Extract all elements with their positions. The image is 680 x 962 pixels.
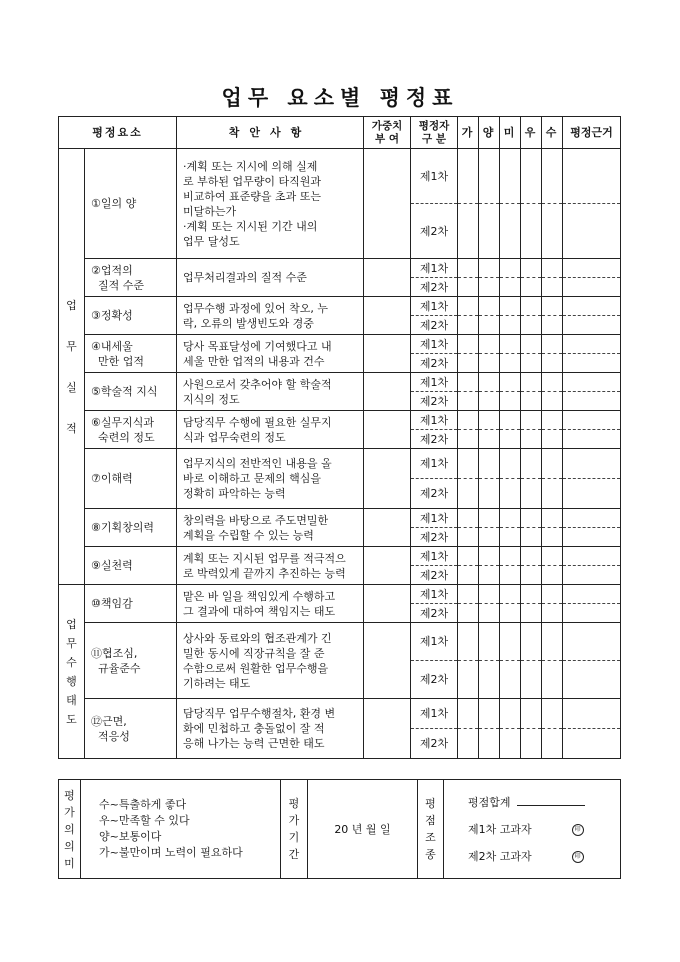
item-row <box>59 699 621 729</box>
grade-cell[interactable] <box>458 509 479 528</box>
grade-cell[interactable] <box>479 449 500 479</box>
basis-cell[interactable] <box>563 479 621 509</box>
grade-cell[interactable] <box>458 479 479 509</box>
grade-cell[interactable] <box>542 430 563 449</box>
element-name: ⑥실무지식과 숙련의 정도 <box>85 411 177 449</box>
grade-cell[interactable] <box>542 316 563 335</box>
legend-item: 우~만족할 수 있다 <box>99 814 190 827</box>
item-row <box>59 297 621 316</box>
round-second-label: 제2차 <box>411 604 458 623</box>
grade-cell[interactable] <box>542 547 563 566</box>
basis-cell[interactable] <box>563 354 621 373</box>
grade-cell[interactable] <box>458 699 479 729</box>
group-label-performance: 업 무 실 적 <box>59 149 85 585</box>
element-name: ⑪협조심, 규율준수 <box>85 623 177 699</box>
round-second-label: 제2차 <box>411 204 458 259</box>
grade-cell[interactable] <box>521 297 542 316</box>
grade-cell[interactable] <box>542 585 563 604</box>
grade-cell[interactable] <box>521 392 542 411</box>
grade-cell[interactable] <box>479 699 500 729</box>
weight-cell[interactable] <box>364 335 411 373</box>
grade-cell[interactable] <box>500 528 521 547</box>
evaluation-table <box>58 116 621 759</box>
grade-cell[interactable] <box>500 335 521 354</box>
grade-cell[interactable] <box>521 149 542 204</box>
grade-cell[interactable] <box>542 259 563 278</box>
header-grade-mi: 미 <box>500 117 521 149</box>
grade-cell[interactable] <box>542 566 563 585</box>
item-row <box>59 259 621 278</box>
basis-cell[interactable] <box>563 528 621 547</box>
basis-cell[interactable] <box>563 316 621 335</box>
grade-cell[interactable] <box>500 259 521 278</box>
weight-cell[interactable] <box>364 411 411 449</box>
basis-cell[interactable] <box>563 411 621 430</box>
grade-cell[interactable] <box>521 729 542 759</box>
grade-cell[interactable] <box>542 479 563 509</box>
round-second-label: 제2차 <box>411 661 458 699</box>
grade-cell[interactable] <box>479 373 500 392</box>
element-description: 담당직무 업무수행절차, 환경 변 화에 민첩하고 충돌없이 잘 적 응해 나가는 능력 근면한 태도 <box>177 699 364 759</box>
grade-cell[interactable] <box>521 479 542 509</box>
grade-cell[interactable] <box>521 604 542 623</box>
basis-cell[interactable] <box>563 392 621 411</box>
grade-cell[interactable] <box>458 528 479 547</box>
weight-cell[interactable] <box>364 585 411 623</box>
round-first-label: 제1차 <box>411 297 458 316</box>
grade-cell[interactable] <box>458 278 479 297</box>
basis-cell[interactable] <box>563 585 621 604</box>
header-grade-u: 우 <box>521 117 542 149</box>
element-description: 상사와 동료와의 협조관계가 긴 밀한 동시에 직장규칙을 잘 준 수함으로써 원활한 업무수행을 기하려는 태도 <box>177 623 364 699</box>
grade-cell[interactable] <box>458 449 479 479</box>
grade-cell[interactable] <box>542 335 563 354</box>
round-second-label: 제2차 <box>411 479 458 509</box>
grade-cell[interactable] <box>458 604 479 623</box>
grade-cell[interactable] <box>500 149 521 204</box>
item-row <box>59 585 621 604</box>
item-row <box>59 547 621 566</box>
element-name: ①일의 양 <box>85 149 177 259</box>
element-name: ⑨실천력 <box>85 547 177 585</box>
grade-cell[interactable] <box>521 430 542 449</box>
element-name: ⑧기획창의력 <box>85 509 177 547</box>
element-description: 업무처리결과의 질적 수준 <box>177 259 364 297</box>
basis-cell[interactable] <box>563 259 621 278</box>
round-first-label: 제1차 <box>411 335 458 354</box>
period-date-field[interactable]: 20 년 월 일 <box>308 780 418 879</box>
basis-cell[interactable] <box>563 204 621 259</box>
grade-cell[interactable] <box>500 623 521 661</box>
element-name: ⑦이해력 <box>85 449 177 509</box>
grade-legend <box>81 780 281 879</box>
element-description: 계획 또는 지시된 업무를 적극적으 로 박력있게 끝까지 추진하는 능력 <box>177 547 364 585</box>
item-row <box>59 149 621 204</box>
grade-cell[interactable] <box>479 297 500 316</box>
footer-table <box>58 779 621 879</box>
meaning-label: 평 가 의 의 미 <box>59 780 81 879</box>
grade-cell[interactable] <box>500 585 521 604</box>
grade-cell[interactable] <box>542 623 563 661</box>
grade-cell[interactable] <box>458 623 479 661</box>
grade-cell[interactable] <box>521 623 542 661</box>
item-row <box>59 335 621 354</box>
grade-cell[interactable] <box>542 509 563 528</box>
grade-cell[interactable] <box>521 411 542 430</box>
grade-cell[interactable] <box>458 354 479 373</box>
round-second-label: 제2차 <box>411 528 458 547</box>
grade-cell[interactable] <box>521 449 542 479</box>
element-description: 창의력을 바탕으로 주도면밀한 계획을 수립할 수 있는 능력 <box>177 509 364 547</box>
grade-cell[interactable] <box>521 278 542 297</box>
grade-cell[interactable] <box>479 661 500 699</box>
weight-cell[interactable] <box>364 373 411 411</box>
grade-cell[interactable] <box>479 149 500 204</box>
round-first-label: 제1차 <box>411 259 458 278</box>
grade-cell[interactable] <box>458 335 479 354</box>
grade-cell[interactable] <box>500 354 521 373</box>
grade-cell[interactable] <box>542 449 563 479</box>
grade-cell[interactable] <box>479 335 500 354</box>
grade-cell[interactable] <box>542 699 563 729</box>
grade-cell[interactable] <box>542 661 563 699</box>
basis-cell[interactable] <box>563 278 621 297</box>
basis-cell[interactable] <box>563 661 621 699</box>
basis-cell[interactable] <box>563 449 621 479</box>
total-blank[interactable] <box>517 795 585 806</box>
grade-cell[interactable] <box>500 449 521 479</box>
round-first-label: 제1차 <box>411 449 458 479</box>
grade-cell[interactable] <box>458 149 479 204</box>
grade-cell[interactable] <box>542 204 563 259</box>
grade-cell[interactable] <box>479 729 500 759</box>
grade-cell[interactable] <box>500 604 521 623</box>
grade-cell[interactable] <box>521 259 542 278</box>
grade-cell[interactable] <box>500 509 521 528</box>
header-grade-yang: 양 <box>479 117 500 149</box>
basis-cell[interactable] <box>563 297 621 316</box>
item-row <box>59 449 621 479</box>
first-rater-label: 제1차 고과자 <box>468 822 532 836</box>
grade-cell[interactable] <box>458 204 479 259</box>
grade-cell[interactable] <box>521 373 542 392</box>
weight-cell[interactable] <box>364 259 411 297</box>
grade-cell[interactable] <box>458 729 479 759</box>
element-name: ②업적의 질적 수준 <box>85 259 177 297</box>
grade-cell[interactable] <box>479 547 500 566</box>
grade-cell[interactable] <box>542 729 563 759</box>
header-row <box>59 117 621 149</box>
grade-cell[interactable] <box>500 411 521 430</box>
element-name: ④내세울 만한 업적 <box>85 335 177 373</box>
header-grade-su: 수 <box>542 117 563 149</box>
grade-cell[interactable] <box>479 259 500 278</box>
grade-cell[interactable] <box>479 509 500 528</box>
grade-cell[interactable] <box>521 547 542 566</box>
basis-cell[interactable] <box>563 335 621 354</box>
grade-cell[interactable] <box>458 392 479 411</box>
grade-cell[interactable] <box>521 566 542 585</box>
grade-cell[interactable] <box>542 149 563 204</box>
round-first-label: 제1차 <box>411 411 458 430</box>
group-label-attitude: 업 무 수 행 태 도 <box>59 585 85 759</box>
grade-cell[interactable] <box>500 547 521 566</box>
header-basis: 평정근거 <box>563 117 621 149</box>
grade-cell[interactable] <box>479 623 500 661</box>
basis-cell[interactable] <box>563 566 621 585</box>
element-name: ⑫근면, 적응성 <box>85 699 177 759</box>
grade-cell[interactable] <box>500 316 521 335</box>
round-second-label: 제2차 <box>411 392 458 411</box>
seal-mark-first[interactable]: 印 <box>572 824 584 836</box>
basis-cell[interactable] <box>563 729 621 759</box>
second-rater-label: 제2차 고과자 <box>468 849 532 863</box>
grade-cell[interactable] <box>521 528 542 547</box>
legend-item: 양~보통이다 <box>99 830 162 843</box>
grade-cell[interactable] <box>542 354 563 373</box>
grade-cell[interactable] <box>458 411 479 430</box>
round-second-label: 제2차 <box>411 430 458 449</box>
grade-cell[interactable] <box>521 316 542 335</box>
grade-cell[interactable] <box>521 509 542 528</box>
grade-cell[interactable] <box>542 392 563 411</box>
seal-mark-second[interactable]: 印 <box>572 851 584 863</box>
period-label: 평 가 기 간 <box>281 780 308 879</box>
basis-cell[interactable] <box>563 509 621 528</box>
grade-cell[interactable] <box>500 661 521 699</box>
round-first-label: 제1차 <box>411 623 458 661</box>
grade-cell[interactable] <box>479 479 500 509</box>
grade-cell[interactable] <box>521 661 542 699</box>
element-name: ⑤학술적 지식 <box>85 373 177 411</box>
basis-cell[interactable] <box>563 699 621 729</box>
grade-cell[interactable] <box>458 316 479 335</box>
item-row <box>59 373 621 392</box>
grade-cell[interactable] <box>479 354 500 373</box>
grade-cell[interactable] <box>479 604 500 623</box>
grade-cell[interactable] <box>458 585 479 604</box>
item-row <box>59 411 621 430</box>
round-second-label: 제2차 <box>411 354 458 373</box>
grade-cell[interactable] <box>500 699 521 729</box>
grade-cell[interactable] <box>479 316 500 335</box>
grade-cell[interactable] <box>479 566 500 585</box>
legend-item: 수~특출하게 좋다 <box>99 798 187 811</box>
grade-cell[interactable] <box>479 392 500 411</box>
legend-item: 가~불만이며 노력이 필요하다 <box>99 846 243 859</box>
basis-cell[interactable] <box>563 430 621 449</box>
grade-cell[interactable] <box>500 297 521 316</box>
round-first-label: 제1차 <box>411 547 458 566</box>
grade-cell[interactable] <box>542 528 563 547</box>
grade-cell[interactable] <box>521 204 542 259</box>
grade-cell[interactable] <box>542 297 563 316</box>
grade-cell[interactable] <box>500 373 521 392</box>
weight-cell[interactable] <box>364 623 411 699</box>
round-second-label: 제2차 <box>411 729 458 759</box>
grade-cell[interactable] <box>458 547 479 566</box>
weight-cell[interactable] <box>364 699 411 759</box>
grade-cell[interactable] <box>479 430 500 449</box>
grade-cell[interactable] <box>479 278 500 297</box>
grade-cell[interactable] <box>521 335 542 354</box>
element-description: ·계획 또는 지시에 의해 실제 로 부하된 업무량이 타직원과 비교하여 표준량을 초과 또는 미달하는가 ·계획 또는 지시된 기간 내의 업무 달성도 <box>177 149 364 259</box>
element-description: 업무지식의 전반적인 내용을 올 바로 이해하고 문제의 핵심을 정확히 파악하는 능력 <box>177 449 364 509</box>
element-name: ⑩책임감 <box>85 585 177 623</box>
header-focus: 착안사항 <box>177 117 364 149</box>
basis-cell[interactable] <box>563 604 621 623</box>
grade-cell[interactable] <box>542 411 563 430</box>
element-description: 맡은 바 일을 책임있게 수행하고 그 결과에 대하여 책임지는 태도 <box>177 585 364 623</box>
element-name: ③정확성 <box>85 297 177 335</box>
weight-cell[interactable] <box>364 509 411 547</box>
grade-cell[interactable] <box>458 373 479 392</box>
round-first-label: 제1차 <box>411 509 458 528</box>
round-second-label: 제2차 <box>411 566 458 585</box>
grade-cell[interactable] <box>542 373 563 392</box>
round-first-label: 제1차 <box>411 585 458 604</box>
weight-cell[interactable] <box>364 547 411 585</box>
header-element: 평정요소 <box>59 117 177 149</box>
round-second-label: 제2차 <box>411 316 458 335</box>
grade-cell[interactable] <box>479 528 500 547</box>
item-row <box>59 509 621 528</box>
grade-cell[interactable] <box>458 661 479 699</box>
weight-cell[interactable] <box>364 149 411 259</box>
grade-cell[interactable] <box>500 430 521 449</box>
grade-cell[interactable] <box>500 204 521 259</box>
grade-cell[interactable] <box>521 585 542 604</box>
basis-cell[interactable] <box>563 149 621 204</box>
round-first-label: 제1차 <box>411 149 458 204</box>
element-description: 업무수행 과정에 있어 착오, 누 락, 오류의 발생빈도와 경중 <box>177 297 364 335</box>
grade-cell[interactable] <box>500 729 521 759</box>
grade-cell[interactable] <box>479 204 500 259</box>
round-second-label: 제2차 <box>411 278 458 297</box>
total-label: 평점합계 <box>468 795 511 809</box>
grade-cell[interactable] <box>458 566 479 585</box>
header-weight: 가중치 부 여 <box>364 117 411 149</box>
element-description: 당사 목표달성에 기여했다고 내 세울 만한 업적의 내용과 건수 <box>177 335 364 373</box>
rater-label: 평 점 조 종 <box>418 780 444 879</box>
grade-cell[interactable] <box>500 392 521 411</box>
grade-cell[interactable] <box>500 566 521 585</box>
basis-cell[interactable] <box>563 373 621 392</box>
grade-cell[interactable] <box>521 699 542 729</box>
element-description: 사원으로서 갖추어야 할 학술적 지식의 정도 <box>177 373 364 411</box>
page-title: 업무 요소별 평정표 <box>221 85 459 110</box>
basis-cell[interactable] <box>563 623 621 661</box>
element-description: 담당직무 수행에 필요한 실무지 식과 업무숙련의 정도 <box>177 411 364 449</box>
basis-cell[interactable] <box>563 547 621 566</box>
grade-cell[interactable] <box>500 278 521 297</box>
grade-cell[interactable] <box>542 278 563 297</box>
grade-cell[interactable] <box>458 297 479 316</box>
weight-cell[interactable] <box>364 297 411 335</box>
rater-sign-area <box>444 780 621 879</box>
weight-cell[interactable] <box>364 449 411 509</box>
header-round: 평정자 구 분 <box>411 117 458 149</box>
grade-cell[interactable] <box>458 259 479 278</box>
grade-cell[interactable] <box>479 585 500 604</box>
grade-cell[interactable] <box>521 354 542 373</box>
round-first-label: 제1차 <box>411 373 458 392</box>
header-grade-ga: 가 <box>458 117 479 149</box>
grade-cell[interactable] <box>458 430 479 449</box>
grade-cell[interactable] <box>542 604 563 623</box>
item-row <box>59 623 621 661</box>
grade-cell[interactable] <box>500 479 521 509</box>
grade-cell[interactable] <box>479 411 500 430</box>
round-first-label: 제1차 <box>411 699 458 729</box>
